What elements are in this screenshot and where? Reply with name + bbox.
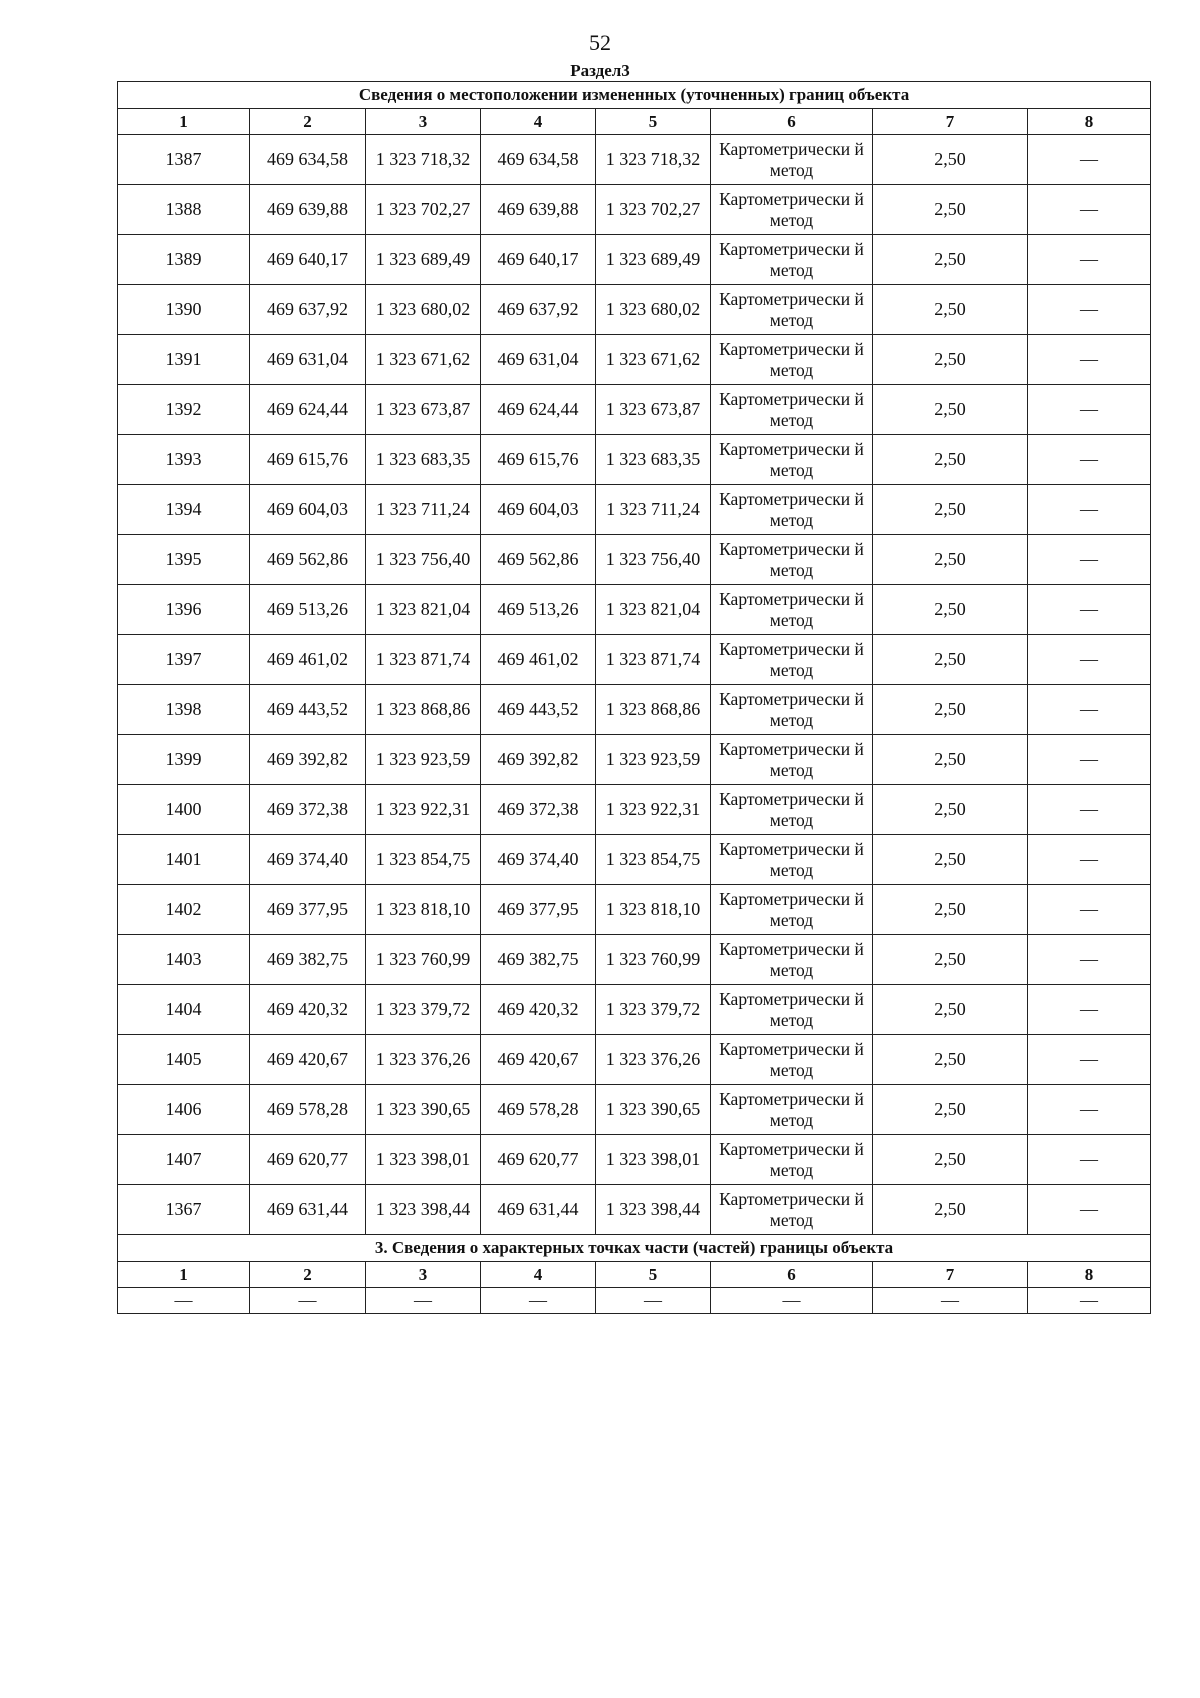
table-cell: 2,50 xyxy=(873,235,1028,285)
column-header-1: 1 xyxy=(118,109,250,135)
column-header-3: 3 xyxy=(366,109,481,135)
table-cell: 1402 xyxy=(118,885,250,935)
table1-header-row xyxy=(118,109,1151,135)
table-cell: Картометрически й метод xyxy=(711,685,873,735)
table-cell: 2,50 xyxy=(873,335,1028,385)
table-cell: — xyxy=(1028,585,1151,635)
table-cell: 1399 xyxy=(118,735,250,785)
table-cell: 1 323 868,86 xyxy=(366,685,481,735)
table-cell: 469 640,17 xyxy=(250,235,366,285)
table-cell: 469 620,77 xyxy=(250,1135,366,1185)
table-cell: — xyxy=(1028,985,1151,1035)
table-cell: 1396 xyxy=(118,585,250,635)
table-cell: 1404 xyxy=(118,985,250,1035)
table-cell: — xyxy=(1028,385,1151,435)
table-cell: Картометрически й метод xyxy=(711,585,873,635)
table-cell: 469 392,82 xyxy=(250,735,366,785)
table-cell: — xyxy=(1028,485,1151,535)
table-cell: 2,50 xyxy=(873,785,1028,835)
table-cell: 469 620,77 xyxy=(481,1135,596,1185)
table-cell: 1390 xyxy=(118,285,250,335)
table-cell: 2,50 xyxy=(873,1035,1028,1085)
table-cell: 2,50 xyxy=(873,735,1028,785)
table-cell: 1 323 760,99 xyxy=(596,935,711,985)
table-cell: 1 323 390,65 xyxy=(366,1085,481,1135)
column-header-6: 6 xyxy=(711,109,873,135)
table-row xyxy=(118,385,1151,435)
table-cell: 1 323 376,26 xyxy=(596,1035,711,1085)
table-cell: 469 578,28 xyxy=(250,1085,366,1135)
table-cell: Картометрически й метод xyxy=(711,1085,873,1135)
table-cell: — xyxy=(1028,335,1151,385)
table-cell: 1394 xyxy=(118,485,250,535)
table-cell: Картометрически й метод xyxy=(711,235,873,285)
table-cell: 1 323 671,62 xyxy=(366,335,481,385)
table-cell: 469 420,32 xyxy=(481,985,596,1035)
table-cell: 1 323 702,27 xyxy=(366,185,481,235)
table-cell: 1392 xyxy=(118,385,250,435)
table-cell: 1 323 854,75 xyxy=(596,835,711,885)
table-cell: 1388 xyxy=(118,185,250,235)
table-cell: Картометрически й метод xyxy=(711,135,873,185)
table-cell: 1398 xyxy=(118,685,250,735)
table-cell: Картометрически й метод xyxy=(711,185,873,235)
table-cell: 1 323 673,87 xyxy=(596,385,711,435)
table-row xyxy=(118,985,1151,1035)
table-cell: 469 372,38 xyxy=(481,785,596,835)
table-cell: 1407 xyxy=(118,1135,250,1185)
table-cell: 469 382,75 xyxy=(250,935,366,985)
table-cell: 469 631,04 xyxy=(481,335,596,385)
table-cell: — xyxy=(250,1288,366,1314)
table-cell: 2,50 xyxy=(873,535,1028,585)
table-cell: 2,50 xyxy=(873,985,1028,1035)
table-row xyxy=(118,1085,1151,1135)
table-cell: Картометрически й метод xyxy=(711,735,873,785)
table-cell: 469 637,92 xyxy=(250,285,366,335)
table-cell: 469 604,03 xyxy=(250,485,366,535)
table-cell: 1 323 711,24 xyxy=(366,485,481,535)
table-cell: — xyxy=(873,1288,1028,1314)
table-cell: 469 634,58 xyxy=(481,135,596,185)
table-cell: Картометрически й метод xyxy=(711,785,873,835)
table-cell: — xyxy=(481,1288,596,1314)
column-header-8: 8 xyxy=(1028,1262,1151,1288)
table-cell: 1 323 390,65 xyxy=(596,1085,711,1135)
table-cell: 1 323 854,75 xyxy=(366,835,481,885)
table-cell: 1 323 756,40 xyxy=(366,535,481,585)
table-cell: 1 323 680,02 xyxy=(366,285,481,335)
table-row xyxy=(118,685,1151,735)
table-cell: 469 377,95 xyxy=(481,885,596,935)
table-cell: 469 604,03 xyxy=(481,485,596,535)
table-cell: 469 640,17 xyxy=(481,235,596,285)
table-row xyxy=(118,585,1151,635)
table-cell: 1 323 922,31 xyxy=(366,785,481,835)
column-header-4: 4 xyxy=(481,1262,596,1288)
table-cell: 2,50 xyxy=(873,385,1028,435)
table-cell: 2,50 xyxy=(873,135,1028,185)
table-cell: 1 323 756,40 xyxy=(596,535,711,585)
table-cell: Картометрически й метод xyxy=(711,285,873,335)
table-cell: 1 323 760,99 xyxy=(366,935,481,985)
table-cell: 1 323 680,02 xyxy=(596,285,711,335)
table-cell: 1 323 718,32 xyxy=(596,135,711,185)
table-cell: — xyxy=(1028,885,1151,935)
table-cell: 1367 xyxy=(118,1185,250,1235)
table-cell: Картометрически й метод xyxy=(711,935,873,985)
table-cell: 1 323 871,74 xyxy=(366,635,481,685)
table-row xyxy=(118,885,1151,935)
table-row xyxy=(118,485,1151,535)
table-row xyxy=(118,785,1151,835)
table-cell: 1 323 871,74 xyxy=(596,635,711,685)
table-cell: 469 631,04 xyxy=(250,335,366,385)
column-header-2: 2 xyxy=(250,1262,366,1288)
table-cell: — xyxy=(1028,635,1151,685)
table-cell: 469 631,44 xyxy=(250,1185,366,1235)
table-cell: 2,50 xyxy=(873,1085,1028,1135)
table-cell: 2,50 xyxy=(873,635,1028,685)
table-row xyxy=(118,135,1151,185)
table-cell: 1 323 821,04 xyxy=(596,585,711,635)
table-cell: — xyxy=(1028,1035,1151,1085)
table2-header-row xyxy=(118,1262,1151,1288)
table-cell: Картометрически й метод xyxy=(711,335,873,385)
table-cell: Картометрически й метод xyxy=(711,1035,873,1085)
table-row xyxy=(118,735,1151,785)
column-header-2: 2 xyxy=(250,109,366,135)
table-cell: 469 392,82 xyxy=(481,735,596,785)
table-cell: 1405 xyxy=(118,1035,250,1085)
table-cell: Картометрически й метод xyxy=(711,1185,873,1235)
table-cell: — xyxy=(366,1288,481,1314)
table-cell: — xyxy=(1028,1288,1151,1314)
column-header-7: 7 xyxy=(873,1262,1028,1288)
table-cell: 2,50 xyxy=(873,285,1028,335)
table-cell: Картометрически й метод xyxy=(711,1135,873,1185)
table-cell: 2,50 xyxy=(873,935,1028,985)
table-cell: 1 323 923,59 xyxy=(366,735,481,785)
table-row xyxy=(118,285,1151,335)
table-cell: Картометрически й метод xyxy=(711,885,873,935)
table-row xyxy=(118,635,1151,685)
table-cell: — xyxy=(1028,785,1151,835)
boundary-table xyxy=(117,81,1151,1314)
table-cell: 2,50 xyxy=(873,585,1028,635)
table-cell: 1 323 821,04 xyxy=(366,585,481,635)
table-cell: — xyxy=(1028,285,1151,335)
table1-caption: Сведения о местоположении измененных (уточненных) границ объекта xyxy=(118,82,1151,109)
table-row xyxy=(118,1135,1151,1185)
table-cell: 1 323 689,49 xyxy=(596,235,711,285)
table-cell: 2,50 xyxy=(873,435,1028,485)
table-cell: 1 323 683,35 xyxy=(596,435,711,485)
table-cell: Картометрически й метод xyxy=(711,985,873,1035)
table-cell: 469 372,38 xyxy=(250,785,366,835)
table-cell: 1 323 673,87 xyxy=(366,385,481,435)
table-cell: 469 513,26 xyxy=(481,585,596,635)
table-cell: Картометрически й метод xyxy=(711,835,873,885)
table-cell: 2,50 xyxy=(873,835,1028,885)
table-row xyxy=(118,935,1151,985)
table-row xyxy=(118,185,1151,235)
table-cell: 469 631,44 xyxy=(481,1185,596,1235)
table-cell: Картометрически й метод xyxy=(711,485,873,535)
table-cell: 2,50 xyxy=(873,485,1028,535)
table-cell: 2,50 xyxy=(873,885,1028,935)
table-cell: 1401 xyxy=(118,835,250,885)
table1-body xyxy=(118,135,1151,1235)
table-cell: 469 562,86 xyxy=(481,535,596,585)
table-cell: 2,50 xyxy=(873,685,1028,735)
table-cell: 1 323 868,86 xyxy=(596,685,711,735)
table-cell: — xyxy=(1028,535,1151,585)
table-cell: 469 420,67 xyxy=(250,1035,366,1085)
table-row xyxy=(118,1288,1151,1314)
table-cell: 1 323 818,10 xyxy=(366,885,481,935)
table2-caption: 3. Сведения о характерных точках части (частей) границы объекта xyxy=(118,1235,1151,1262)
table-cell: Картометрически й метод xyxy=(711,535,873,585)
table-cell: 469 461,02 xyxy=(481,635,596,685)
table-cell: 469 639,88 xyxy=(250,185,366,235)
table-cell: 1 323 922,31 xyxy=(596,785,711,835)
table-cell: 469 639,88 xyxy=(481,185,596,235)
table-cell: 1 323 376,26 xyxy=(366,1035,481,1085)
table-cell: — xyxy=(1028,835,1151,885)
table-cell: 1 323 379,72 xyxy=(366,985,481,1035)
table-row xyxy=(118,1035,1151,1085)
table-row xyxy=(118,435,1151,485)
table-row xyxy=(118,235,1151,285)
table-cell: 1 323 923,59 xyxy=(596,735,711,785)
table-cell: 1406 xyxy=(118,1085,250,1135)
table-cell: 469 374,40 xyxy=(250,835,366,885)
table-cell: 1 323 689,49 xyxy=(366,235,481,285)
table-cell: 1 323 702,27 xyxy=(596,185,711,235)
column-header-8: 8 xyxy=(1028,109,1151,135)
table2-body xyxy=(118,1288,1151,1314)
table-cell: — xyxy=(118,1288,250,1314)
table-row xyxy=(118,835,1151,885)
table-cell: 469 578,28 xyxy=(481,1085,596,1135)
table-cell: Картометрически й метод xyxy=(711,635,873,685)
table-cell: — xyxy=(1028,1085,1151,1135)
table-cell: — xyxy=(1028,435,1151,485)
table-cell: 1 323 398,01 xyxy=(596,1135,711,1185)
table-cell: — xyxy=(1028,735,1151,785)
table-cell: 1 323 683,35 xyxy=(366,435,481,485)
table-row xyxy=(118,335,1151,385)
table-cell: 469 624,44 xyxy=(481,385,596,435)
table-cell: 1393 xyxy=(118,435,250,485)
section-title: Раздел3 xyxy=(570,61,630,80)
column-header-7: 7 xyxy=(873,109,1028,135)
table-cell: 1 323 818,10 xyxy=(596,885,711,935)
table-cell: 1 323 379,72 xyxy=(596,985,711,1035)
table-cell: 1 323 398,44 xyxy=(366,1185,481,1235)
table-cell: 469 562,86 xyxy=(250,535,366,585)
table-cell: 1 323 671,62 xyxy=(596,335,711,385)
table-cell: 469 461,02 xyxy=(250,635,366,685)
table-cell: — xyxy=(1028,1135,1151,1185)
table-cell: 469 382,75 xyxy=(481,935,596,985)
table-cell: 1400 xyxy=(118,785,250,835)
table-cell: 469 377,95 xyxy=(250,885,366,935)
table-cell: — xyxy=(1028,935,1151,985)
table-cell: — xyxy=(711,1288,873,1314)
table-cell: Картометрически й метод xyxy=(711,435,873,485)
table-cell: 1391 xyxy=(118,335,250,385)
column-header-3: 3 xyxy=(366,1262,481,1288)
table-cell: 1 323 398,44 xyxy=(596,1185,711,1235)
column-header-6: 6 xyxy=(711,1262,873,1288)
column-header-1: 1 xyxy=(118,1262,250,1288)
table-cell: 1395 xyxy=(118,535,250,585)
table-cell: 469 624,44 xyxy=(250,385,366,435)
table-cell: 1 323 711,24 xyxy=(596,485,711,535)
table-cell: Картометрически й метод xyxy=(711,385,873,435)
table-cell: 469 443,52 xyxy=(250,685,366,735)
table-cell: 1 323 718,32 xyxy=(366,135,481,185)
table-cell: — xyxy=(1028,135,1151,185)
table-cell: 469 615,76 xyxy=(250,435,366,485)
table-cell: 2,50 xyxy=(873,1185,1028,1235)
table-cell: 1397 xyxy=(118,635,250,685)
table-cell: 469 420,67 xyxy=(481,1035,596,1085)
table-cell: — xyxy=(1028,185,1151,235)
table-cell: 1403 xyxy=(118,935,250,985)
table-cell: 469 513,26 xyxy=(250,585,366,635)
table-cell: — xyxy=(596,1288,711,1314)
table-cell: 2,50 xyxy=(873,185,1028,235)
table-cell: 1387 xyxy=(118,135,250,185)
table-cell: 469 420,32 xyxy=(250,985,366,1035)
column-header-4: 4 xyxy=(481,109,596,135)
table-row xyxy=(118,535,1151,585)
table-row xyxy=(118,1185,1151,1235)
table-cell: 469 637,92 xyxy=(481,285,596,335)
column-header-5: 5 xyxy=(596,109,711,135)
table-cell: 1 323 398,01 xyxy=(366,1135,481,1185)
table-cell: — xyxy=(1028,235,1151,285)
table-cell: 469 443,52 xyxy=(481,685,596,735)
table-cell: 2,50 xyxy=(873,1135,1028,1185)
table-cell: 469 615,76 xyxy=(481,435,596,485)
table-cell: 1389 xyxy=(118,235,250,285)
table-cell: — xyxy=(1028,1185,1151,1235)
table-cell: 469 374,40 xyxy=(481,835,596,885)
column-header-5: 5 xyxy=(596,1262,711,1288)
table-cell: — xyxy=(1028,685,1151,735)
table-cell: 469 634,58 xyxy=(250,135,366,185)
page-number: 52 xyxy=(589,30,611,55)
